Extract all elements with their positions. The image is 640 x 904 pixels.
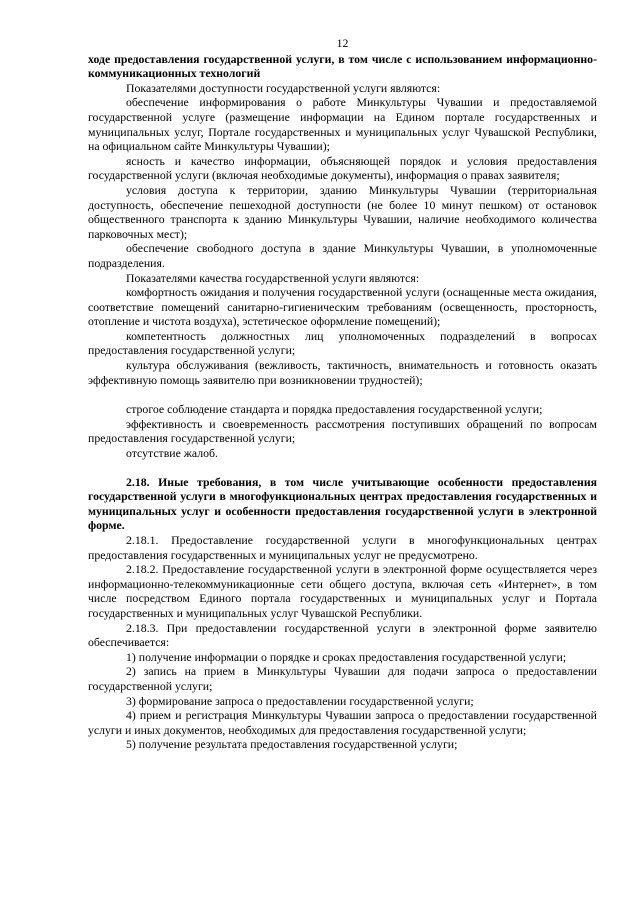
list-item: 4) прием и регистрация Минкультуры Чувашии запроса о предоставлении государственной услуги и иных документов, необходимых для предоставления государственной услуги; <box>88 708 597 737</box>
list-item: 2) запись на прием в Минкультуры Чувашии для подачи запроса о предоставлении государственной услуги; <box>88 664 597 693</box>
quality-intro: Показателями качества государственной услуги являются: <box>126 270 420 285</box>
paragraph-2-18-2: 2.18.2. Предоставление государственной услуги в электронной форме осуществляется через информационно-телекоммуникационные сети общего доступа, включая сеть «Интернет», в том числе посредством Единого портала государственных и муниципальных услуг и Портала государственных и муниципальных услуг Чувашской Республики. <box>88 562 597 620</box>
accessibility-item: условия доступа к территории, зданию Минкультуры Чувашии (территориальная доступность, обеспечение пешеходной доступности (не более 10 минут пешком) от остановок общественного транспорта к зданию Минкультуры Чувашии, наличие необходимого количества парковочных мест); <box>88 182 597 241</box>
section-2-18-heading: 2.18. Иные требования, в том числе учитывающие особенности предоставления государственной услуги в многофункциональных центрах предоставления государственных и муниципальных услуг и особенности предоставления государственной услуги в электронной форме. <box>88 474 597 533</box>
accessibility-item: обеспечение свободного доступа в здание Минкультуры Чувашии, в уполномоченные подразделения. <box>88 241 597 270</box>
section-heading-tail: ходе предоставления государственной услуги, в том числе с использованием информационно-коммуникационных технологий <box>88 51 597 81</box>
accessibility-item: ясность и качество информации, объясняющей порядок и условия предоставления государственной услуги (включая необходимые документы), информация о правах заявителя; <box>88 153 597 183</box>
accessibility-item: обеспечение информирования о работе Минкультуры Чувашии и предоставляемой государственной услуге (размещение информации на Едином портале государственных и муниципальных услуг, Портале государственных и муниципальных услуг Чувашской Республики, на официальном сайте Минкультуры Чувашии); <box>88 95 597 154</box>
quality-item: культура обслуживания (вежливость, тактичность, внимательность и готовность оказать эффективную помощь заявителю при возникновении трудностей); <box>88 358 597 387</box>
list-item: 3) формирование запроса о предоставлении государственной услуги; <box>126 693 474 708</box>
quality-item: комфортность ожидания и получения государственной услуги (оснащенные места ожидания, соответствие помещений санитарно-гигиеническим требованиям (освещенность, просторность, отопление и чистота воздуха), эстетическое оформление помещений); <box>88 285 597 329</box>
quality-item: отсутствие жалоб. <box>126 446 219 461</box>
quality-item: эффективность и своевременность рассмотрения поступивших обращений по вопросам предоставления государственной услуги; <box>88 416 597 446</box>
list-item: 1) получение информации о порядке и сроках предоставления государственной услуги; <box>126 649 567 664</box>
page-number: 12 <box>336 36 349 50</box>
quality-item: строгое соблюдение стандарта и порядка предоставления государственной услуги; <box>126 402 543 417</box>
blank-line <box>88 461 597 475</box>
paragraph-2-18-1: 2.18.1. Предоставление государственной услуги в многофункциональных центрах предоставления государственных и муниципальных услуг не предусмотрено. <box>88 533 597 562</box>
blank-line <box>88 387 597 402</box>
quality-item: компетентность должностных лиц уполномоченных подразделений в вопросах предоставления государственной услуги; <box>88 328 597 358</box>
list-item: 5) получение результата предоставления государственной услуги; <box>126 737 458 752</box>
paragraph-2-18-3: 2.18.3. При предоставлении государственной услуги в электронной форме заявителю обеспечивается: <box>88 620 597 650</box>
accessibility-intro: Показателями доступности государственной услуги являются: <box>126 80 441 95</box>
